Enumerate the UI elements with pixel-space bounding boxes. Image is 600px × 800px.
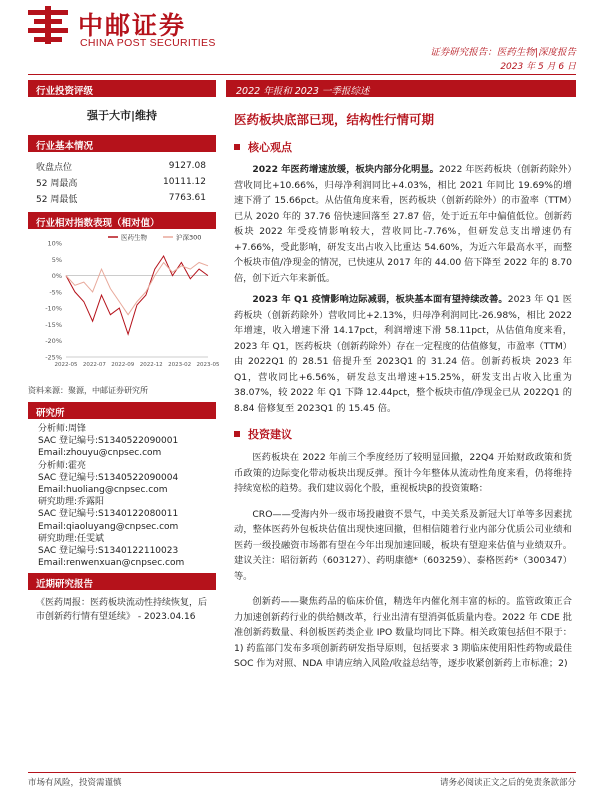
paragraph-2 xyxy=(226,292,576,416)
analyst-line: 分析师:霍亮 xyxy=(38,460,87,471)
legend-label: 沪深300 xyxy=(176,233,202,242)
basic-row xyxy=(28,174,216,190)
basic-info-heading: 行业基本情况 xyxy=(28,135,216,152)
x-tick-label: 2022-12 xyxy=(139,362,163,368)
series-line-csi300 xyxy=(66,263,208,315)
header-divider xyxy=(28,74,576,75)
x-tick-label: 2022-09 xyxy=(111,362,135,368)
section-investment-advice xyxy=(234,426,576,442)
recent-report-link[interactable]: 《医药周报：医药板块流动性持续恢复，后市创新药行情有望延续》 - 2023.04.16 xyxy=(36,598,208,623)
section-bullet-icon xyxy=(234,144,240,150)
paragraph-5: 创新药——聚焦药品的临床价值，精选年内催化剂丰富的标的。监管政策正合力加速创新药行业的供给侧改革，行业出清有望消弭低质量内卷。2022 年 CDE 批准创新药数量、科创板医药类企业 IPO 数量均同比下降。相关政策包括但不限于：1) 药监部门发布多项创新药研发指导原则，包括要求 3 期临床使用阳性药物或最佳 SOC 作为对照、NDA 申请应纳入风险/收益总结等，逐步收紧创新药上市标准；2) xyxy=(234,596,572,669)
logo-english-text: CHINA POST SECURITIES xyxy=(80,37,216,49)
analyst-line: SAC 登记编号:S1340522090004 xyxy=(38,472,179,483)
industry-rating: 强于大市|维持 xyxy=(86,109,158,122)
report-title: 医药板块底部已现，结构性行情可期 xyxy=(234,112,435,127)
analyst-line: SAC 登记编号:S1340522090001 xyxy=(38,436,179,447)
y-tick-label: -25% xyxy=(45,353,62,362)
footer-divider xyxy=(28,772,576,773)
x-tick-label: 2023-02 xyxy=(168,362,192,368)
report-type: 证券研究报告：医药生物|深度报告 xyxy=(430,47,576,58)
page-header xyxy=(0,0,600,82)
analyst-line: Email:huoliang@cnpsec.com xyxy=(38,485,168,496)
y-tick-label: -15% xyxy=(45,320,62,329)
analyst-line: 分析师:周锋 xyxy=(38,424,87,434)
y-tick-label: 10% xyxy=(47,239,62,248)
report-subheading: 2022 年报和 2023 一季报综述 xyxy=(226,80,576,97)
paragraph-4: CRO——受海内外一级市场投融资不景气，中美关系及新冠大订单等多因素扰动，整体医药外包板块估值出现快速回撤，但相信随着行业内部分优质公司业绩和医药一级投融资市场都有望在今年出现加速回暖，板块有望迎来估值与业绩双升。建议关注：昭衍新药（603127）、药明康德*（603259）、泰格医药*（300347）等。 xyxy=(234,508,572,582)
analyst-line: 研究助理:乔露阳 xyxy=(38,497,105,508)
rating-heading: 行业投资评级 xyxy=(28,80,216,97)
chart-heading: 行业相对指数表现（相对值） xyxy=(28,212,216,229)
paragraph-3: 医药板块在 2022 年前三个季度经历了较明显回撤，22Q4 开始财政政策和货币政策的边际变化带动板块出现反弹。预计今年整体从流动性角度来看，仍将维持持续宽松的趋势。我们建议弱化个股，重视板块β的投资策略： xyxy=(234,452,572,494)
analyst-list xyxy=(28,419,216,573)
paragraph-1-lead: 2022 年医药增速放缓，板块内部分化明显。 xyxy=(252,164,439,175)
analyst-line: Email:zhouyu@cnpsec.com xyxy=(38,448,162,459)
paragraph-2-body: 2023 年 Q1 医药板块（创新药除外）营收同比+2.13%，归母净利润同比-26.98%，相比 2022 年增速，收入增速下滑 14.17pct，利润增速下滑 58.11pct，从估值角度来看，2023 年 Q1，医药板块（创新药除外）存在一定程度的估值修复，市盈率（TTM）由 2022Q1 的 28.51 倍提升至 2023Q1 的 31.24 倍。创新药板块 2023 年 Q1，营收同比+6.56%，研发总支出增速+15.25%，研发支出占收入比重为 38.07%，较 2022 年 Q1 下降 12.44pct，整个板块市值/净现金已从 2022Q1 的 8.84 倍修复至 2023Q1 的 15.45 倍。 xyxy=(234,294,572,414)
x-tick-label: 2023-05 xyxy=(196,362,220,368)
y-tick-label: -5% xyxy=(49,288,62,297)
y-tick-label: 0% xyxy=(51,272,62,281)
chart-source: 资料来源：聚源，中邮证券研究所 xyxy=(28,386,148,395)
y-tick-label: -20% xyxy=(45,337,62,346)
report-date: 2023 年 5 月 6 日 xyxy=(500,62,576,72)
analyst-heading: 研究所 xyxy=(28,402,216,419)
basic-label: 52 周最低 xyxy=(36,194,78,205)
analyst-line: Email:renwenxuan@cnpsec.com xyxy=(38,558,185,569)
y-tick-label: -10% xyxy=(45,304,62,313)
analyst-line: 研究助理:任雯斌 xyxy=(38,533,105,544)
basic-label: 52 周最高 xyxy=(36,178,78,189)
section-core-views xyxy=(234,139,576,155)
logo-chinese-text: 中邮证券 xyxy=(78,11,187,40)
relative-index-chart-svg xyxy=(28,229,220,379)
footer-risk-note: 市场有风险，投资需谨慎 xyxy=(28,778,122,788)
recent-reports-heading: 近期研究报告 xyxy=(28,573,216,590)
analyst-line: SAC 登记编号:S1340122080011 xyxy=(38,509,179,520)
basic-value: 7763.61 xyxy=(168,193,206,203)
basic-label: 收盘点位 xyxy=(36,162,73,173)
y-tick-label: 5% xyxy=(51,255,62,264)
paragraph-1 xyxy=(226,162,576,286)
basic-row xyxy=(28,158,216,174)
paragraph-1-body: 2022 年医药板块（创新药除外）营收同比+10.66%，归母净利润同比+4.03%，相比 2021 年同比 19.69%的增速下滑了 15.66pct。从估值角度来看，医药板块（创新药除外）的市盈率（TTM）已从 2020 年的 37.76 倍快速回落至 27.87 倍，处于近五年中偏值低位。创新药板块 2022 年受疫情影响较大，营收同比-7.76%，但研发总支出增速仍有+7.66%，受此影响，研发支出占收入比重达 54.60%，为近六年最高水平，而整个板块市值/净现金的情况，已快速从 2017 年的 44.00 倍下降至 2022 年的 8.70 倍，创下近六年来新低。 xyxy=(234,164,572,284)
analyst-line: Email:qiaoluyang@cnpsec.com xyxy=(38,521,179,532)
footer-disclaimer: 请务必阅读正文之后的免责条款部分 xyxy=(439,778,576,788)
section-title: 投资建议 xyxy=(248,428,292,441)
basic-row xyxy=(28,190,216,206)
paragraph-2-lead: 2023 年 Q1 疫情影响边际减弱，板块基本面有望持续改善。 xyxy=(252,294,508,305)
sidebar xyxy=(28,80,220,624)
x-tick-label: 2022-07 xyxy=(82,362,106,368)
legend-label: 医药生物 xyxy=(121,233,147,242)
section-bullet-icon xyxy=(234,431,240,437)
relative-index-chart xyxy=(28,229,220,379)
analyst-line: SAC 登记编号:S1340122110023 xyxy=(38,546,179,557)
basic-value: 10111.12 xyxy=(163,177,206,187)
main-content xyxy=(226,80,576,672)
basic-info-table xyxy=(28,158,216,206)
basic-value: 9127.08 xyxy=(168,161,206,171)
x-tick-label: 2022-05 xyxy=(54,362,78,368)
section-title: 核心观点 xyxy=(248,141,292,154)
china-post-logo-icon xyxy=(28,6,68,44)
